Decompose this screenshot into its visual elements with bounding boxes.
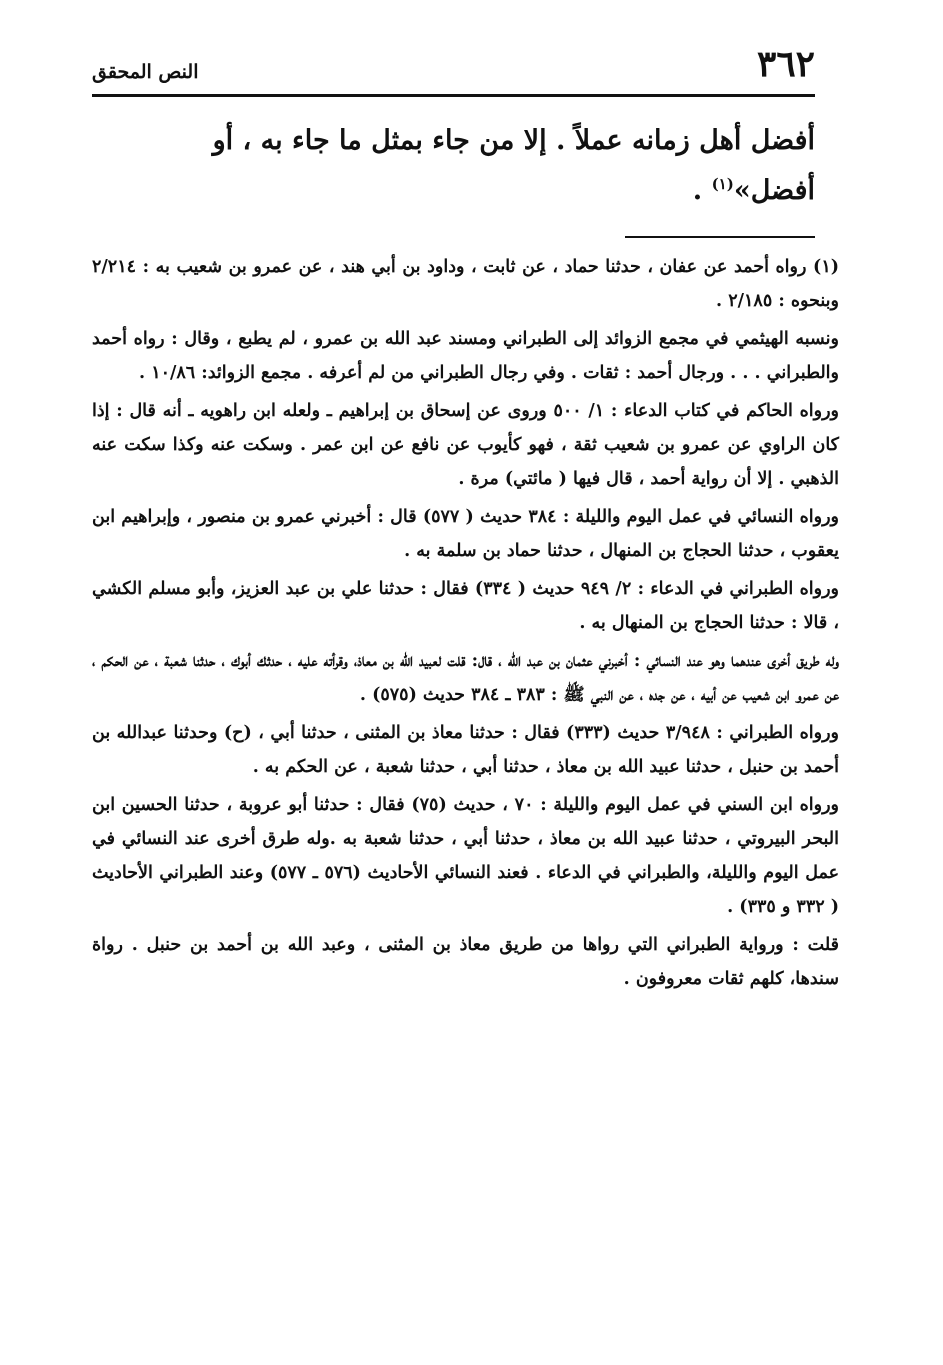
page-header [92, 38, 815, 97]
footnote-paragraph: ورواه الطبراني : ٣/٩٤٨ حديث (٣٣٣) فقال : حدثنا معاذ بن المثنى ، حدثنا أبي ، (ح) وحدثنا عبدالله بن أحمد بن حنبل ، حدثنا عبيد الله بن معاذ ، حدثنا أبي ، حدثنا شعبة ، عن الحكم به . [92, 723, 839, 777]
footnotes [92, 250, 839, 1000]
footnote-paragraph: ورواه الحاكم في كتاب الدعاء : ١/ ٥٠٠ وروى عن إسحاق بن إبراهيم ـ ولعله ابن راهويه ـ أنه قال : إذا كان الراوي عن عمرو بن شعيب ثقة ، فهو كأيوب عن نافع عن ابن عمر . وسكت عنه وكذا سكت عنه الذهبي . إلا أن رواية أحمد ، قال فيها ( مائتي) مرة . [92, 401, 839, 489]
footnote-marker: (١) [813, 257, 839, 277]
footnote-paragraph: ورواه الطبراني في الدعاء : ٢/ ٩٤٩ حديث ( ٣٣٤) فقال : حدثنا علي بن عبد العزيز، وأبو مسلم الكشي ، قالا : حدثنا الحجاج بن المنهال به . [92, 579, 840, 633]
footnote-paragraph [92, 250, 839, 318]
footnote-paragraph: وله طريق أخرى عندهما وهو عند النسائي : أخبرني عثمان بن عبد الله ، قال: قلت لعبيد الله بن معاذ، وقرأته عليه ، حدثك أبوك ، حدثنا شعبة ، عن الحكم ، عن عمرو ابن شعيب عن أبيه ، عن جده ، عن النبي ﷺ : ٣٨٣ ـ ٣٨٤ حديث (٥٧٥) . [92, 651, 839, 705]
main-text-line [92, 166, 815, 216]
page-number: ٣٦٢ [756, 43, 815, 85]
main-text-fragment: أفضل» [733, 175, 815, 206]
footnote-paragraph: ورواه ابن السني في عمل اليوم والليلة : ٧٠ ، حديث (٧٥) فقال : حدثنا أبو عروبة ، حدثنا الحسين ابن البحر البيروتي ، حدثنا عبيد الله بن معاذ ، حدثنا أبي ، حدثنا شعبة به .وله طرق أخرى عند النسائي في عمل اليوم والليلة، والطبراني في الدعاء . فعند النسائي الأحاديث (٥٧٦ ـ ٥٧٧) وعند الطبراني الأحاديث ( ٣٣٢ و ٣٣٥) . [92, 795, 840, 917]
footnote-reference: (١) [711, 175, 734, 193]
footnote-paragraph: قلت : ورواية الطبراني التي رواها من طريق معاذ بن المثنى ، وعبد الله بن أحمد بن حنبل . رواة سندها، كلهم ثقات معروفون . [92, 935, 839, 989]
footnote-paragraph: ورواه النسائي في عمل اليوم والليلة : ٣٨٤ حديث ( ٥٧٧) قال : أخبرني عمرو بن منصور ، وإبراهيم ابن يعقوب ، حدثنا الحجاج بن المنهال ، حدثنا حماد بن سلمة به . [92, 507, 839, 561]
main-text-fragment: . [692, 175, 712, 206]
footnote-paragraph: ونسبه الهيثمي في مجمع الزوائد إلى الطبراني ومسند عبد الله بن عمرو ، لم يطبع ، وقال : رواه أحمد والطبراني . . . ورجال أحمد : ثقات . وفي رجال الطبراني من لم أعرفه . مجمع الزوائد: ١٠/٨٦ . [92, 329, 839, 383]
main-text-line: أفضل أهل زمانه عملاً . إلا من جاء بمثل ما جاء به ، أو [212, 125, 815, 156]
footnote-text: رواه أحمد عن عفان ، حدثنا حماد ، عن ثابت ، وداود بن أبي هند ، عن عمرو بن شعيب به : ٢/٢١٤ وبنحوه : ٢/١٨٥ . [92, 257, 839, 311]
running-head: النص المحقق [92, 61, 199, 83]
main-text [92, 116, 815, 216]
footnote-separator [625, 236, 815, 238]
